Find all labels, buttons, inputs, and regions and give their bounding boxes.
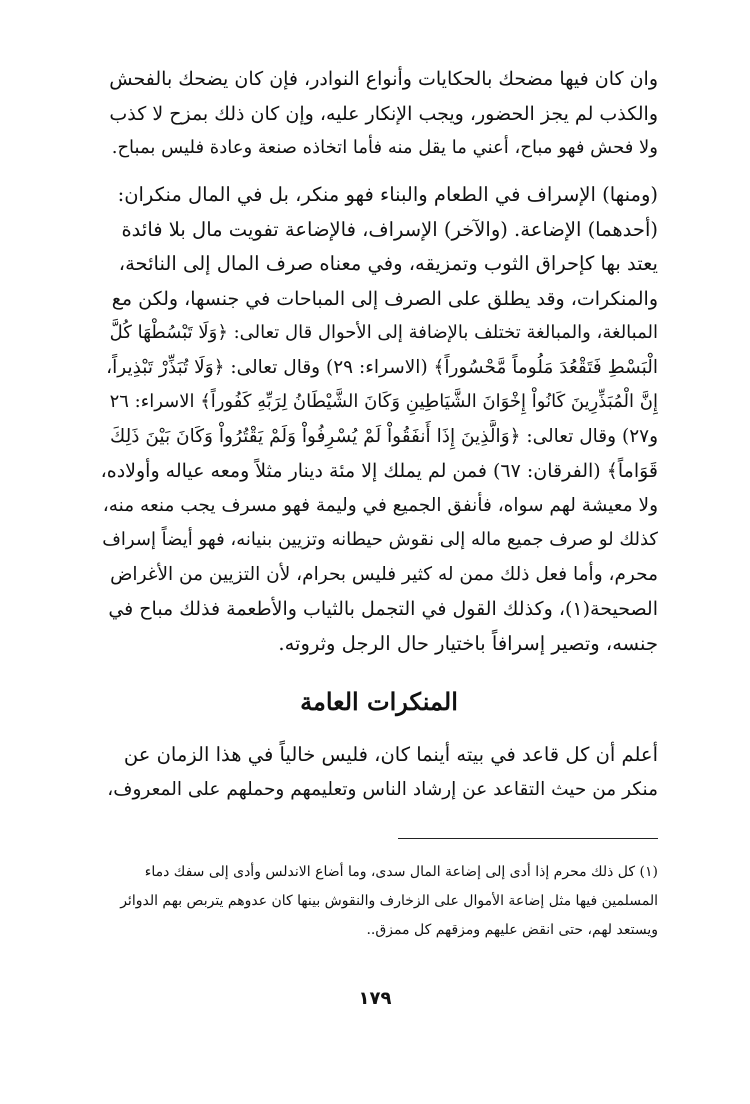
text-line: و٢٧) وقال تعالى: ﴿وَالَّذِينَ إِذَا أَنفَقُواْ لَمْ يُسْرِفُواْ وَلَمْ يَقْتُرُواْ وَكَانَ بَيْنَ ذَلِكَ [109,425,658,447]
text-line: جنسه، وتصير إسرافاً باختيار حال الرجل وثروته. [278,631,658,655]
paragraph-entertainment [100,62,658,166]
text-line: (ومنها) الإسراف في الطعام والبناء فهو منكر، بل في المال منكران: [117,183,658,206]
text-line: وان كان فيها مضحك بالحكايات وأنواع النوادر، فإن كان يضحك بالفحش [109,68,658,90]
text-line: الصحيحة(١)، وكذلك القول في التجمل بالثياب والأطعمة فذلك مباح في [108,598,658,620]
text-line: كذلك لو صرف جميع ماله إلى نقوش حيطانه وتزيين بنيانه، فهو أيضاً إسراف [102,529,658,550]
text-line: ولا معيشة لهم سواه، فأنفق الجميع في وليمة فهو مسرف يجب منعه منه، [102,494,658,516]
footnote-line: ويستعد لهم، حتى انقض عليهم ومزقهم كل ممزق.. [366,922,658,938]
footnote-line: المسلمين فيها مثل إضاعة الأموال على الزخارف والنقوش بينها كان عدوهم يتربص بهم الدوائر [120,893,658,909]
text-line: قَوَاماً﴾ (الفرقان: ٦٧) فمن لم يملك إلا مئة دينار مثلاً ومعه عياله وأولاده، [100,460,658,482]
text-line: ولا فحش فهو مباح، أعني ما يقل منه فأما اتخاذه صنعة وعادة فليس بمباح. [111,137,658,158]
footnote-line: (١) كل ذلك محرم إذا أدى إلى إضاعة المال سدى، وما أضاع الاندلس وأدى إلى سفك دماء [144,864,658,880]
text-line: (أحدهما) الإضاعة. (والآخر) الإسراف، فالإضاعة تفويت مال بلا فائدة [121,217,658,241]
page-number: ١٧٩ [358,988,392,1009]
footnote-divider [398,838,658,839]
text-line: منكر من حيث التقاعد عن إرشاد الناس وتعليمهم وحملهم على المعروف، [107,778,658,800]
text-line: محرم، وأما فعل ذلك ممن له كثير فليس بحرام، لأن التزيين من الأغراض [110,563,658,585]
text-line: والكذب لم يجز الحضور، ويجب الإنكار عليه، وإن كان ذلك بمزح لا كذب [109,102,658,125]
text-line: إِنَّ الْمُبَذِّرِينَ كَانُواْ إِخْوَانَ الشَّيَاطِينِ وَكَانَ الشَّيْطَانُ لِرَبِّهِ كَفُوراً﴾ الاسراء: ٢٦ [109,391,658,412]
text-line: أعلم أن كل قاعد في بيته أينما كان، فليس خالياً في هذا الزمان عن [123,743,658,766]
paragraph-extravagance [100,178,658,661]
text-line: والمنكرات، وقد يطلق على الصرف إلى المباحات في جنسها، ولكن مع [111,287,658,310]
text-line: يعتد بها كإحراق الثوب وتمزيقه، وفي معناه صرف المال إلى النائحة، [118,252,658,275]
text-line: الْبَسْطِ فَتَقْعُدَ مَلُوماً مَّحْسُوراً﴾ (الاسراء: ٢٩) وقال تعالى: ﴿وَلَا تُبَذِّرْ تَبْذِيراً، [106,356,658,378]
footnote [100,858,658,945]
text-line: المبالغة، والمبالغة تختلف بالإضافة إلى الأحوال قال تعالى: ﴿وَلَا تَبْسُطْهَا كُلَّ [109,322,658,343]
section-heading: المنكرات العامة [300,687,458,716]
paragraph-public-munkarat [100,738,658,807]
